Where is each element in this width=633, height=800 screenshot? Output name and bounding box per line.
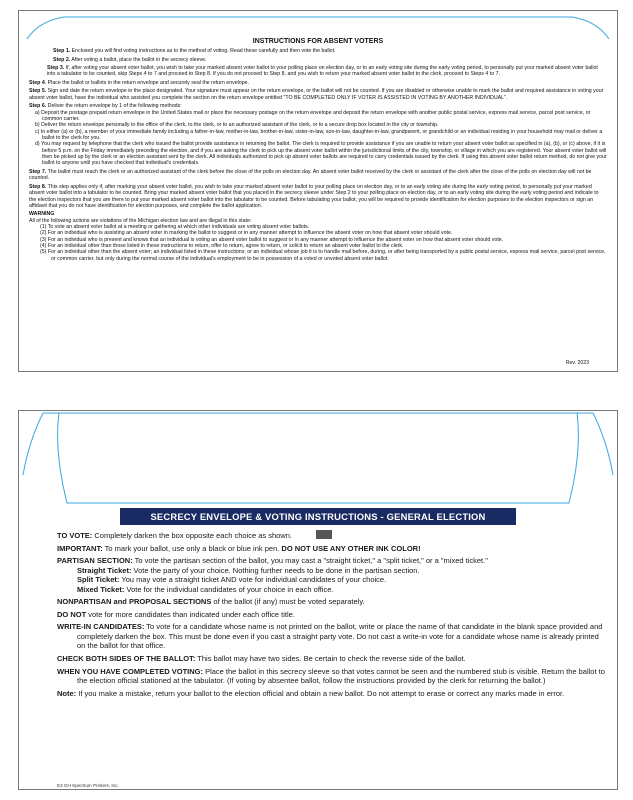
step-6-item-c: c) In either (a) or (b), a member of your immediate family including a father-in-law, mother-in-law, brother-in-law, sister-in-law, son-in-law, daughter-in-law, grandparent, or grandchild or an individual residing in your household may mail or deliver a ballot to the clerk for you.	[35, 128, 603, 142]
warning-item-2: (2) For an individual who is assisting an absent voter in marking the ballot to suggest or in any manner attempt to influence the absent voter on how that absent voter should vote.	[40, 230, 453, 237]
check-both-sides-instruction: CHECK BOTH SIDES OF THE BALLOT: This ballot may have two sides. Be certain to check the reverse side of the ballot.	[57, 654, 466, 664]
note-instruction: Note: If you make a mistake, return your ballot to the election official and obtain a new ballot. Do not attempt to erase or correct any marks made in error.	[57, 688, 565, 698]
split-ticket: Split Ticket: You may vote a straight ticket AND vote for individual candidates of your choice.	[77, 575, 387, 585]
secrecy-banner: SECRECY ENVELOPE & VOTING INSTRUCTIONS - GENERAL ELECTION	[120, 508, 516, 525]
warning-item-5: (5) For an individual other than the absent voter; an individual listed in these instructions; or an individual whose job it is to handle mail before, during, or after being transported by a public postal service, express mail service, parcel post service, or common carrier, but only during the normal course of the individual's employment to be in possession of a voted or unvoted absent voter ballot.	[40, 249, 606, 262]
partisan-section: PARTISAN SECTION: To vote the partisan section of the ballot, you may cast a "straight ticket," a "split ticket," or a "mixed ticket." Straight Ticket: Vote the party of your choice. Nothing further needs to be done in the partisan section. Split Ticket: You may vote a straight ticket AND vote for individual candidates of your choice. Mixed Ticket: Vote for the individual candidates of your choice in each office.	[57, 556, 609, 594]
mixed-ticket: Mixed Ticket: Vote for the individual candidates of your choice in each office.	[77, 584, 334, 594]
voting-instructions	[57, 530, 609, 701]
completed-voting-instruction: WHEN YOU HAVE COMPLETED VOTING: Place the ballot in this secrecy sleeve so that votes cannot be seen and the numbered stub is visible. Return the ballot to the election official stationed at the tabulator. (If voting by absentee ballot, follow the instructions provided by the clerk for returning the ballot.)	[57, 666, 605, 686]
step-5: Step 5. Sign and date the return envelope in the place designated. Your signature must appear on the return envelope, or the ballot will not be counted. If you are disabled or otherwise unable to mark the ballot and required assistance in voting your absent voter ballot, have the individual who assisted you complete the section on the return envelope entitled "TO BE COMPLETED ONLY IF VOTER IS ASSISTED IN VOTING BY ANOTHER INDIVIDUAL".	[29, 88, 604, 101]
revision-label: Rev. 2023	[565, 360, 589, 366]
warning-item-1: (1) To vote an absent voter ballot at a meeting or gathering at which other individuals are voting absent voter ballots.	[40, 224, 310, 231]
straight-ticket: Straight Ticket: Vote the party of your choice. Nothing further needs to be done in the partisan section.	[77, 565, 420, 575]
secrecy-envelope-sheet	[18, 410, 618, 790]
step-2: Step 2. After voting a ballot, place the ballot in the secrecy sleeve.	[53, 56, 207, 63]
step-4: Step 4. Place the ballot or ballots in the return envelope and securely seal the return envelope.	[29, 79, 250, 86]
nonpartisan-instruction: NONPARTISAN and PROPOSAL SECTIONS of the ballot (if any) must be voted separately.	[57, 597, 365, 607]
absentee-instructions-sheet	[18, 10, 618, 372]
warning-item-4: (4) For an individual other than those listed in these instructions to return, offer to return, agree to return, or solicit to return an absent voter ballot to the clerk.	[40, 243, 404, 250]
step-7: Step 7. The ballot must reach the clerk or an authorized assistant of the clerk before the close of the polls on election day. An absent voter ballot received by the clerk or assistant of the clerk after the close of the polls on election day will not be counted.	[29, 168, 592, 182]
step-8: Step 8. This step applies only if, after marking your absent voter ballot, you wish to take your marked absent voter ballot to your polling place on election day, or to an early voting site during the early voting period, to personally put your marked absent voter ballot into a tabulator to be counted. Bring your marked absent voter ballot that you placed in the secrecy sleeve under Step 2 to your polling place on election day, or to an early voting site during the early voting period and indicate to the election inspectors that you are there to put your marked absent voter ballot into the tabulator to be counted. Before tabulating your ballot, you will be required to provide identification for election purposes to the election inspectors or sign an affidavit that you do not have identification for election purposes, and complete the ballot application.	[29, 183, 599, 209]
warning-item-3: (3) For an individual who is present and knows that an individual is voting an absent voter ballot to suggest or in any manner attempt to influence the absent voter on how that absent voter should vote.	[40, 236, 504, 243]
step-6-item-d: d) You may request by telephone that the clerk who issued the ballot provide assistance in returning the ballot. The clerk is required to provide assistance if you are unable to return your absent voter ballot as specified in (a), (b), or (c) above, if it is before 5 p.m. on the Friday immediately preceding the election, and if you are asking the clerk to pick up the absent voter ballot within the jurisdictional limits of the city, township, or village in which you are registered. Your absent voter ballot will then be picked up by the clerk or an election assistant sent by the clerk. All individuals authorized to pick up absent voter ballots are required to carry credentials issued by the clerk. If using this absent voter ballot return method, do not give your ballot to anyone until you have checked that individual's credentials.	[35, 141, 607, 167]
do-not-instruction: DO NOT vote for more candidates than indicated under each office title.	[57, 609, 295, 619]
envelope-flap-line	[19, 11, 617, 41]
warning-intro: All of the following actions are violations of the Michigan election law and are illegal in this state:	[29, 217, 252, 224]
step-6: Step 6. Deliver the return envelope by 1 of the following methods: a) Deposit the postage prepaid return envelope in the United States mail or place the necessary postage on the return envelope and deposit the return envelope with another public postal service, express mail service, parcel post service, or common carrier. b) Deliver the return envelope personally to the office of the clerk, to the clerk, or to an authorized assistant of the clerk, or to a secure drop box located in the city or township. c) In either (a) or (b), a member of your immediate family including a father-in-law, mother-in-law, brother-in-law, sister-in-law, son-in-law, daughter-in-law, grandparent, or grandchild or an individual residing in your household may mail or deliver a ballot to the clerk for you. d) You may request by telephone that the clerk who issued the ballot provide assistance in returning the ballot. The clerk is required to provide assistance if you are unable to return your absent voter ballot as specified in (a), (b), or (c) above, if it is before 5 p.m. on the Friday immediately preceding the election, and if you are asking the clerk to pick up the absent voter ballot within the jurisdictional limits of the city, township, or village in which you are registered. Your absent voter ballot will then be picked up by the clerk or an election assistant sent by the clerk. All individuals authorized to pick up absent voter ballots are required to carry credentials issued by the clerk. If using this absent voter ballot return method, do not give your ballot to anyone until you have checked that individual's credentials.	[29, 103, 607, 167]
darkened-box-example	[316, 530, 332, 539]
step-6-item-a: a) Deposit the postage prepaid return envelope in the United States mail or place the necessary postage on the return envelope and deposit the return envelope with another public postal service, express mail service, parcel post service, or common carrier.	[35, 109, 591, 123]
to-vote-instruction: TO VOTE: Completely darken the box opposite each choice as shown.	[57, 530, 609, 541]
absentee-title: INSTRUCTIONS FOR ABSENT VOTERS	[252, 38, 384, 45]
printer-credit: E3 GH Spectrum Printers, Inc.	[57, 783, 119, 788]
step-6-item-b: b) Deliver the return envelope personally to the office of the clerk, to the clerk, or to an authorized assistant of the clerk, or to a secure drop box located in the city or township.	[35, 122, 439, 129]
step-3: Step 3. If, after voting your absent voter ballot, you wish to take your marked absent voter ballot to your polling place on election day, or to an early voting site during the early voting period, to personally put your marked absent voter ballot into a tabulator to be counted, skip Steps 4 to 7 and proceed to Step 8. If you do not proceed to Step 8, and you wish to return your marked absent voter ballot to the clerk, proceed to Steps 4 to 7.	[47, 65, 598, 78]
secrecy-flap-line	[19, 411, 617, 511]
warning-title: WARNING	[29, 211, 55, 218]
important-instruction: IMPORTANT: To mark your ballot, use only a black or blue ink pen. DO NOT USE ANY OTHER INK COLOR!	[57, 543, 421, 553]
step-1: Step 1. Enclosed you will find voting instructions as to the method of voting. Read these carefully and then vote the ballot.	[53, 48, 336, 54]
absentee-steps	[29, 48, 607, 262]
warning-section	[29, 211, 607, 262]
write-in-instruction: WRITE-IN CANDIDATES: To vote for a candidate whose name is not printed on the ballot, write or place the name of that candidate in the blank space provided and completely darken the box. This must be done even if you cast a straight party vote. Do not cast a write-in vote for a candidate whose name is already printed on the ballot for that office.	[57, 622, 603, 651]
